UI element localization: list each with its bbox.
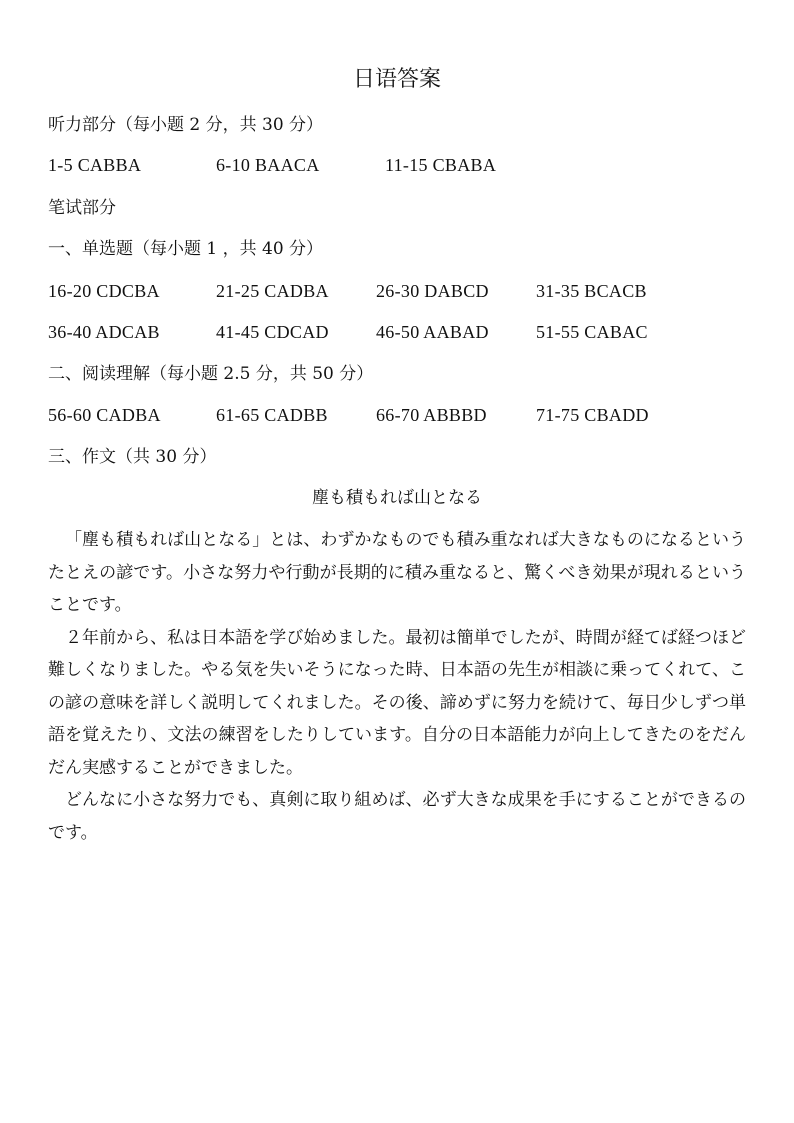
answer-group: 46-50 AABAD <box>376 322 489 342</box>
section1-heading: 一、单选题（每小题 1 ，共 40 分） <box>48 239 324 259</box>
essay-paragraph: ２年前から、私は日本語を学び始めました。最初は簡単でしたが、時間が経てば経つほど難しくなりました。やる気を失いそうになった時、日本語の先生が相談に乗ってくれて、この諺の意味を詳しく説明してくれました。その後、諦めずに努力を続けて、毎日少しずつ単語を覚えたり、文法の練習をしたりしています。自分の日本語能力が向上してきたのをだんだん実感することができました。 <box>48 627 746 778</box>
essay-body <box>48 524 746 849</box>
answer-group: 1-5 CABBA <box>48 155 142 175</box>
essay-title: 塵も積もれば山となる <box>312 488 482 508</box>
answer-group: 66-70 ABBBD <box>376 405 487 425</box>
essay-paragraph: どんなに小さな努力でも、真剣に取り組めば、必ず大きな成果を手にすることができるのです。 <box>48 790 746 843</box>
answer-group: 41-45 CDCAD <box>216 322 329 342</box>
listening-heading: 听力部分（每小题 2 分，共 30 分） <box>48 115 324 135</box>
section1-answers-row-2 <box>48 319 768 345</box>
listening-answers-row <box>48 152 768 178</box>
essay-paragraph: 「塵も積もれば山となる」とは、わずかなものでも積み重なれば大きなものになるというたとえの諺です。小さな努力や行動が長期的に積み重なると、驚くべき効果が現れるということです。 <box>48 530 746 615</box>
answer-group: 36-40 ADCAB <box>48 322 160 342</box>
answer-group: 51-55 CABAC <box>536 322 648 342</box>
section2-answers-row-1 <box>48 402 768 428</box>
section2-heading: 二、阅读理解（每小题 2.5 分，共 50 分） <box>48 364 374 384</box>
answer-group: 21-25 CADBA <box>216 281 329 301</box>
answer-group: 61-65 CADBB <box>216 405 328 425</box>
answer-group: 31-35 BCACB <box>536 281 647 301</box>
answer-group: 56-60 CADBA <box>48 405 161 425</box>
section1-answers-row-1 <box>48 278 768 304</box>
page-title: 日语答案 <box>352 67 441 92</box>
section3-heading: 三、作文（共 30 分） <box>48 447 217 467</box>
answer-group: 6-10 BAACA <box>216 155 320 175</box>
answer-group: 26-30 DABCD <box>376 281 489 301</box>
answer-group: 71-75 CBADD <box>536 405 649 425</box>
written-heading: 笔试部分 <box>48 198 116 218</box>
answer-group: 16-20 CDCBA <box>48 281 160 301</box>
answer-group: 11-15 CBABA <box>385 155 497 175</box>
